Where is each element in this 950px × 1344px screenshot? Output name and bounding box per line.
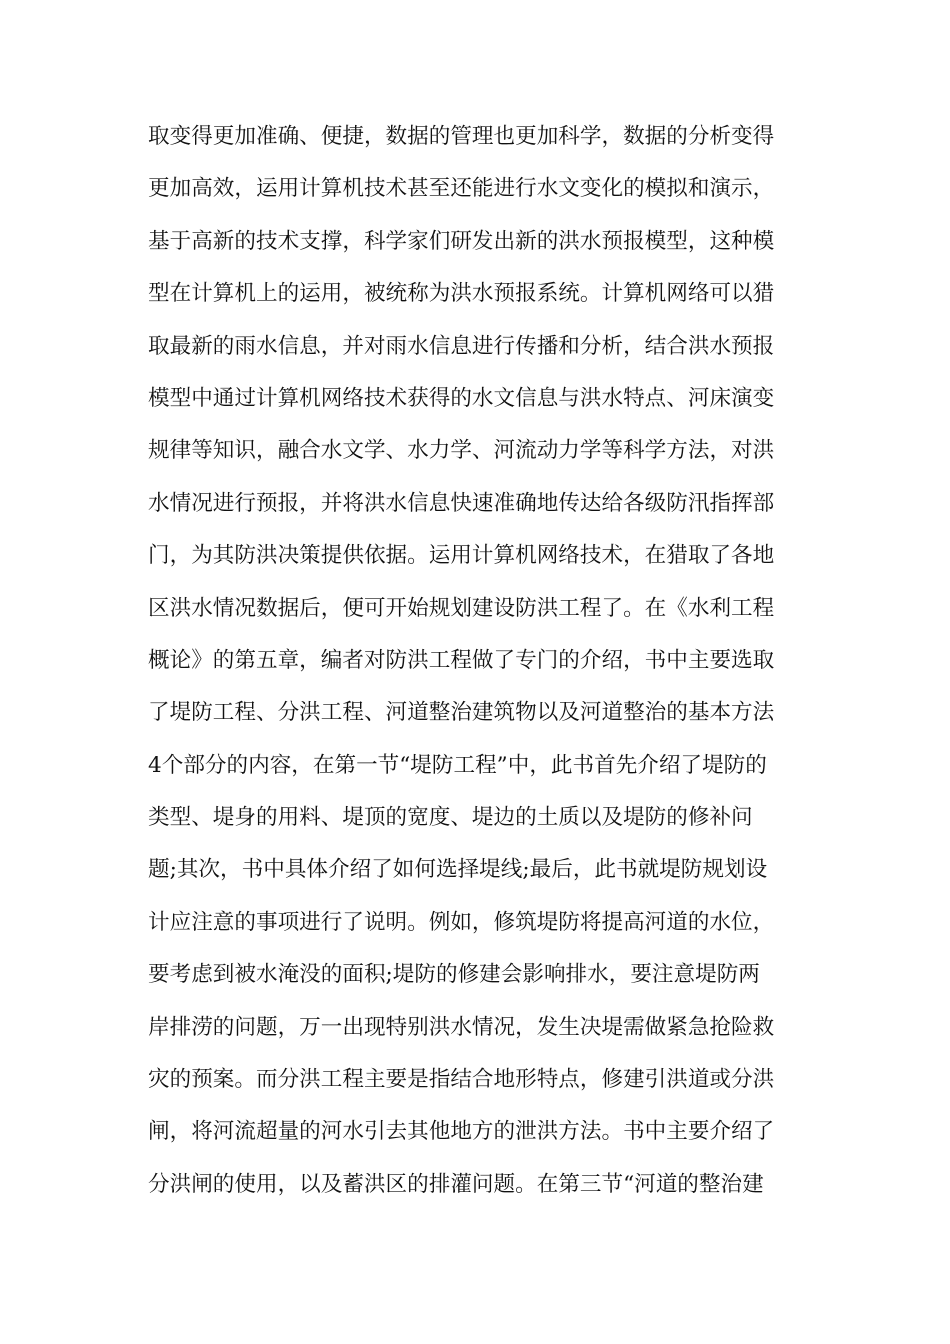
text-line: 计应注意的事项进行了说明。例如，修筑堤防将提高河道的水位， <box>148 909 775 935</box>
text-line: 基于高新的技术支撑，科学家们研发出新的洪水预报模型，这种模 <box>148 228 775 254</box>
text-line: 类型、堤身的用料、堤顶的宽度、堤边的土质以及堤防的修补问 <box>148 805 753 831</box>
text-line: 取变得更加准确、便捷，数据的管理也更加科学，数据的分析变得 <box>148 124 775 149</box>
text-line: 门，为其防洪决策提供依据。运用计算机网络技术，在猎取了各地 <box>148 543 775 569</box>
text-line: 了堤防工程、分洪工程、河道整治建筑物以及河道整治的基本方法 <box>148 700 775 726</box>
text-line: 区洪水情况数据后，便可开始规划建设防洪工程了。在《水利工程 <box>148 595 775 621</box>
text-line: 水情况进行预报，并将洪水信息快速准确地传达给各级防汛指挥部 <box>148 490 775 516</box>
text-line: 要考虑到被水淹没的面积;堤防的修建会影响排水，要注意堤防两 <box>148 962 760 988</box>
text-line: 分洪闸的使用，以及蓄洪区的排灌问题。在第三节“河道的整治建 <box>148 1171 764 1197</box>
text-line: 概论》的第五章，编者对防洪工程做了专门的介绍，书中主要选取 <box>148 647 775 673</box>
text-line: 岸排涝的问题，万一出现特别洪水情况，发生决堤需做紧急抢险救 <box>148 1014 775 1040</box>
text-line: 4个部分的内容，在第一节“堤防工程”中，此书首先介绍了堤防的 <box>148 752 767 778</box>
text-line: 题;其次，书中具体介绍了如何选择堤线;最后，此书就堤防规划设 <box>148 857 768 883</box>
text-line: 更加高效，运用计算机技术甚至还能进行水文变化的模拟和演示， <box>148 176 775 202</box>
text-line: 取最新的雨水信息，并对雨水信息进行传播和分析，结合洪水预报 <box>148 333 775 359</box>
text-line: 灾的预案。而分洪工程主要是指结合地形特点，修建引洪道或分洪 <box>148 1067 775 1093</box>
text-line: 闸，将河流超量的河水引去其他地方的泄洪方法。书中主要介绍了 <box>148 1119 775 1145</box>
text-line: 型在计算机上的运用，被统称为洪水预报系统。计算机网络可以猎 <box>148 281 775 307</box>
text-line: 模型中通过计算机网络技术获得的水文信息与洪水特点、河床演变 <box>148 385 775 411</box>
text-line: 规律等知识，融合水文学、水力学、河流动力学等科学方法，对洪 <box>148 438 775 464</box>
body-paragraph <box>148 116 808 1216</box>
